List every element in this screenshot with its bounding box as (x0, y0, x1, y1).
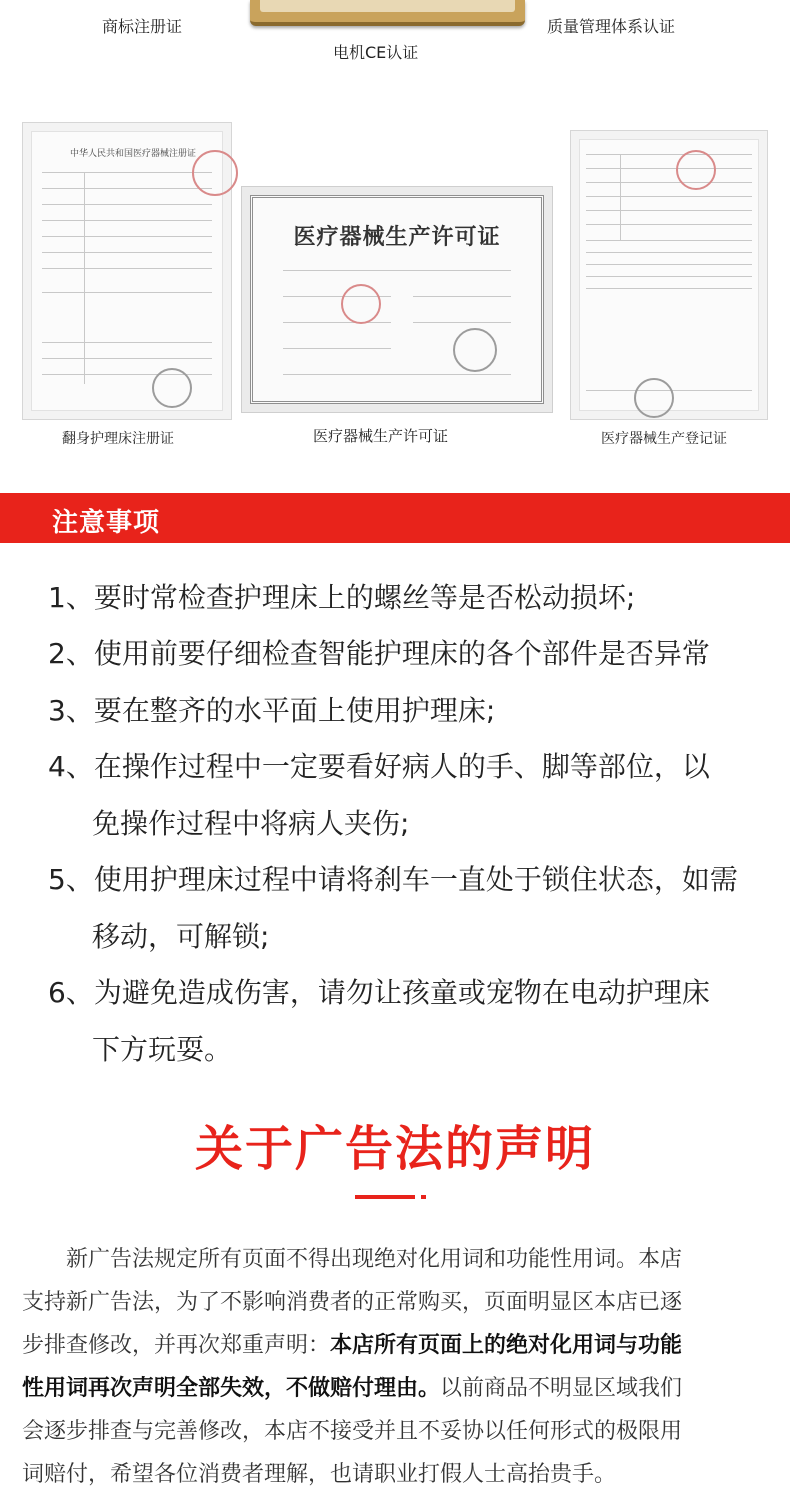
declaration-line (22, 1328, 682, 1359)
ce-caption: 电机CE认证 (333, 43, 419, 62)
title-underline-dot (421, 1195, 426, 1199)
license-caption: 医疗器械生产许可证 (313, 427, 449, 445)
declaration-text: 步排查修改，并再次郑重声明： (22, 1333, 331, 1358)
declaration-emphasis: 性用词再次声明全部失效，不做赔付理由。 (22, 1376, 441, 1401)
record-seal (676, 150, 716, 190)
notice-item: 2、使用前要仔细检查智能护理床的各个部件是否异常 (48, 637, 710, 670)
registration-certificate-image (22, 122, 232, 420)
declaration-line: 会逐步排查与完善修改，本店不接受并且不妥协以任何形式的极限用 (22, 1419, 683, 1444)
trademark-caption: 商标注册证 (102, 17, 183, 36)
production-record-image (570, 130, 768, 420)
notice-item: 3、要在整齐的水平面上使用护理床; (48, 694, 496, 727)
record-caption: 医疗器械生产登记证 (601, 431, 727, 447)
notice-banner (0, 493, 790, 543)
notice-item-continued: 下方玩耍。 (92, 1033, 233, 1066)
notice-item: 6、为避免造成伤害，请勿让孩童或宠物在电动护理床 (48, 976, 710, 1009)
notice-item-continued: 移动，可解锁; (92, 920, 270, 953)
license-title: 医疗器械生产许可证 (293, 225, 501, 250)
license-seal-right (453, 328, 497, 372)
declaration-line: 支持新广告法，为了不影响消费者的正常购买，页面明显区本店已逐 (22, 1290, 683, 1315)
certificate-frame-image (250, 0, 525, 26)
registration-header: 中华人民共和国医疗器械注册证 (70, 149, 197, 159)
license-seal-left (341, 284, 381, 324)
declaration-emphasis: 本店所有页面上的绝对化用词与功能 (330, 1333, 683, 1358)
title-underline (355, 1195, 415, 1199)
registration-seal (192, 150, 238, 196)
registration-stamp (152, 368, 192, 408)
declaration-line (22, 1371, 682, 1402)
declaration-line: 新广告法规定所有页面不得出现绝对化用词和功能性用词。本店 (66, 1247, 683, 1272)
record-stamp (634, 378, 674, 418)
production-license-image (241, 186, 553, 413)
notice-item-continued: 免操作过程中将病人夹伤; (92, 807, 410, 840)
declaration-text: 以前商品不明显区域我们 (440, 1376, 683, 1401)
registration-caption: 翻身护理床注册证 (62, 431, 174, 447)
quality-caption: 质量管理体系认证 (547, 17, 676, 36)
notice-title: 注意事项 (52, 508, 161, 538)
declaration-title: 关于广告法的声明 (194, 1121, 595, 1177)
notice-item: 5、使用护理床过程中请将刹车一直处于锁住状态，如需 (48, 863, 738, 896)
notice-item: 4、在操作过程中一定要看好病人的手、脚等部位，以 (48, 750, 710, 783)
notice-item: 1、要时常检查护理床上的螺丝等是否松动损坏; (48, 581, 636, 614)
declaration-line: 词赔付，希望各位消费者理解，也请职业打假人士高抬贵手。 (22, 1462, 617, 1487)
